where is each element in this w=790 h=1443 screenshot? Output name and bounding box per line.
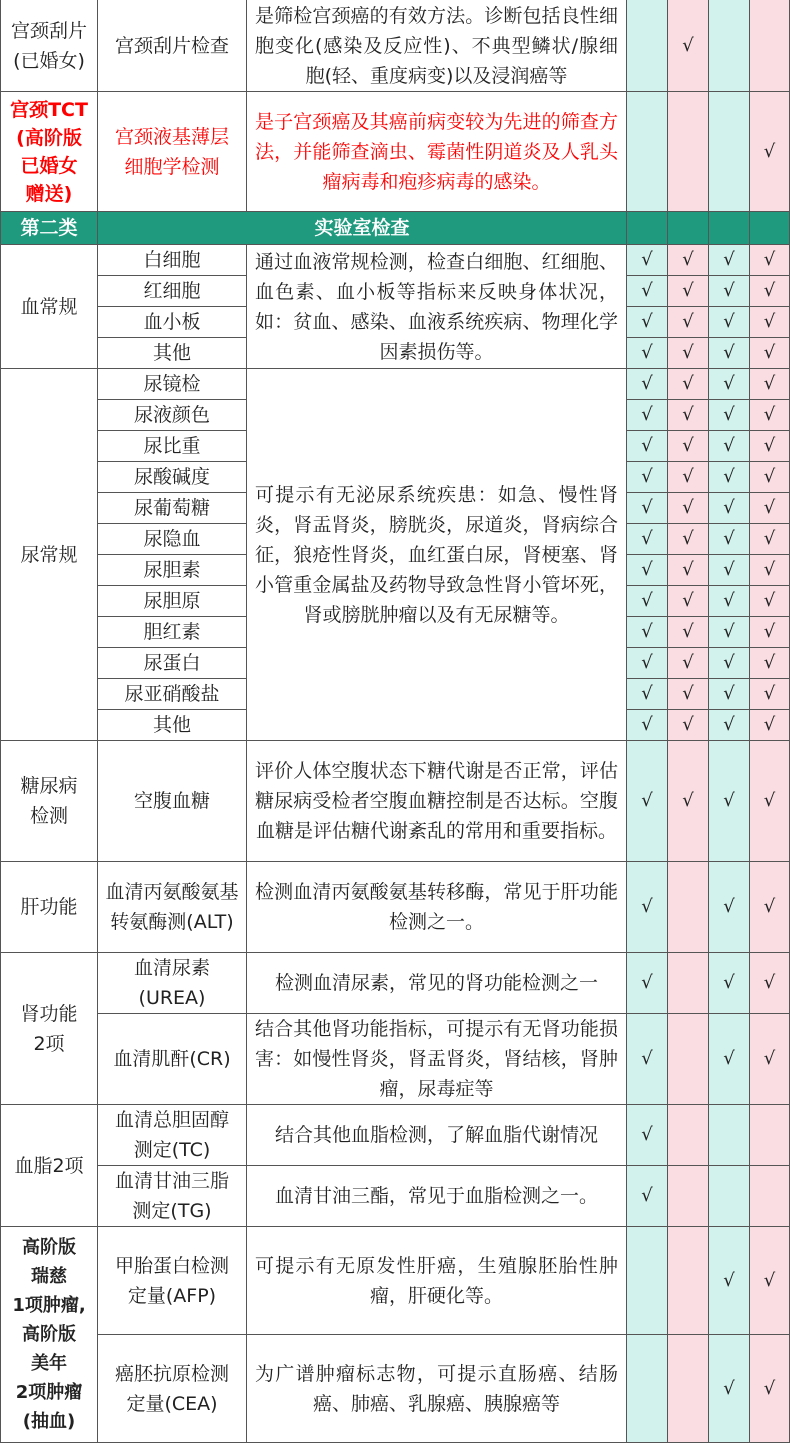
check-cell: √ [627,953,668,1014]
group-label: 肝功能 [1,862,98,953]
item-label: 血清总胆固醇 测定(TC) [98,1105,247,1166]
check-cell: √ [627,586,668,617]
check-cell: √ [750,710,790,741]
category-spacer [668,212,709,245]
check-cell: √ [709,741,750,862]
check-cell: √ [627,524,668,555]
check-cell: √ [709,648,750,679]
check-cell: √ [668,586,709,617]
check-cell [668,953,709,1014]
row-urine-routine [1,369,790,400]
check-cell: √ [709,679,750,710]
check-cell: √ [750,369,790,400]
check-cell [627,92,668,212]
category-header [1,212,790,245]
check-cell: √ [627,400,668,431]
group-label: 血脂2项 [1,1105,98,1227]
check-cell: √ [668,0,709,92]
check-cell: √ [750,586,790,617]
check-cell: √ [709,862,750,953]
item-label: 血小板 [98,307,247,338]
check-cell: √ [750,679,790,710]
check-cell: √ [709,276,750,307]
item-description: 通过血液常规检测，检查白细胞、红细胞、血色素、血小板等指标来反映身体状况，如：贫血、感染、血液系统疾病、物理化学因素损伤等。 [247,245,627,369]
row-pap-smear [1,0,790,92]
check-cell: √ [709,1227,750,1335]
check-cell: √ [750,92,790,212]
check-cell [627,1227,668,1335]
item-label: 宫颈刮片检查 [98,0,247,92]
check-cell [709,92,750,212]
item-label: 甲胎蛋白检测 定量(AFP) [98,1227,247,1335]
item-label: 尿亚硝酸盐 [98,679,247,710]
row-diabetes [1,741,790,862]
check-cell: √ [709,431,750,462]
row-blood-routine [1,245,790,276]
item-label: 癌胚抗原检测 定量(CEA) [98,1335,247,1443]
group-label: 糖尿病 检测 [1,741,98,862]
check-cell: √ [627,431,668,462]
check-cell: √ [750,462,790,493]
item-description: 为广谱肿瘤标志物，可提示直肠癌、结肠癌、肺癌、乳腺癌、胰腺癌等 [247,1335,627,1443]
check-cell: √ [750,1227,790,1335]
item-label: 尿胆素 [98,555,247,586]
item-description: 是筛检宫颈癌的有效方法。诊断包括良性细胞变化(感染及反应性)、不典型鳞状/腺细胞(轻、重度病变)以及浸润癌等 [247,0,627,92]
check-cell: √ [709,1014,750,1105]
category-spacer [627,212,668,245]
item-description: 评价人体空腹状态下糖代谢是否正常，评估糖尿病受检者空腹血糖控制是否达标。空腹血糖是评估糖代谢紊乱的常用和重要指标。 [247,741,627,862]
group-label: 尿常规 [1,369,98,741]
check-cell: √ [709,710,750,741]
category-label: 第二类 [1,212,98,245]
check-cell: √ [668,679,709,710]
item-description: 结合其他血脂检测，了解血脂代谢情况 [247,1105,627,1166]
item-label: 血清丙氨酸氨基转氨酶测(ALT) [98,862,247,953]
check-cell: √ [668,648,709,679]
row-liver-function [1,862,790,953]
check-cell [627,0,668,92]
check-cell: √ [750,400,790,431]
item-label: 白细胞 [98,245,247,276]
check-cell: √ [668,245,709,276]
check-cell: √ [627,1166,668,1227]
check-cell: √ [750,524,790,555]
check-cell: √ [627,462,668,493]
check-cell: √ [668,462,709,493]
item-description: 血清甘油三酯，常见于血脂检测之一。 [247,1166,627,1227]
item-label: 尿蛋白 [98,648,247,679]
check-cell: √ [668,493,709,524]
row-blood-lipid [1,1105,790,1166]
check-cell: √ [627,741,668,862]
item-label: 尿比重 [98,431,247,462]
item-label: 血清尿素 (UREA) [98,953,247,1014]
category-title: 实验室检查 [98,212,627,245]
check-cell: √ [750,431,790,462]
check-cell [668,1227,709,1335]
item-label: 血清甘油三脂 测定(TG) [98,1166,247,1227]
check-cell [709,1105,750,1166]
item-label: 尿葡萄糖 [98,493,247,524]
item-description: 可提示有无原发性肝癌，生殖腺胚胎性肿瘤，肝硬化等。 [247,1227,627,1335]
row-tct [1,92,790,212]
check-cell [627,1335,668,1443]
check-cell: √ [627,862,668,953]
check-cell: √ [668,400,709,431]
check-cell: √ [668,431,709,462]
check-cell: √ [709,617,750,648]
check-cell: √ [668,307,709,338]
check-cell: √ [709,307,750,338]
item-label: 红细胞 [98,276,247,307]
item-label: 尿隐血 [98,524,247,555]
check-cell [668,1335,709,1443]
item-description: 可提示有无泌尿系统疾患：如急、慢性肾炎，肾盂肾炎，膀胱炎，尿道炎，肾病综合征，狼疮性肾炎，血红蛋白尿，肾梗塞、肾小管重金属盐及药物导致急性肾小管坏死，肾或膀胱肿瘤以及有无尿糖等。 [247,369,627,741]
check-cell: √ [627,245,668,276]
item-description: 检测血清丙氨酸氨基转移酶，常见于肝功能检测之一。 [247,862,627,953]
group-label: 高阶版 瑞慈 1项肿瘤, 高阶版 美年 2项肿瘤 (抽血) [1,1227,98,1443]
group-label: 血常规 [1,245,98,369]
item-description: 检测血清尿素，常见的肾功能检测之一 [247,953,627,1014]
check-cell: √ [709,338,750,369]
check-cell: √ [750,493,790,524]
check-cell: √ [709,586,750,617]
item-label: 尿液颜色 [98,400,247,431]
check-cell: √ [750,276,790,307]
check-cell: √ [627,679,668,710]
check-cell: √ [627,617,668,648]
item-label: 尿胆原 [98,586,247,617]
group-label: 宫颈刮片 (已婚女) [1,0,98,92]
check-cell: √ [750,953,790,1014]
check-cell: √ [627,1105,668,1166]
check-cell: √ [709,555,750,586]
row-blood-lipid [1,1166,790,1227]
check-cell: √ [627,710,668,741]
row-kidney-function [1,953,790,1014]
row-kidney-function [1,1014,790,1105]
check-cell: √ [750,1014,790,1105]
item-label: 其他 [98,710,247,741]
item-label: 血清肌酐(CR) [98,1014,247,1105]
check-cell [668,1014,709,1105]
check-cell: √ [750,555,790,586]
check-cell: √ [709,400,750,431]
check-cell [750,1105,790,1166]
check-cell: √ [627,555,668,586]
check-cell: √ [709,493,750,524]
check-cell: √ [750,648,790,679]
item-description: 是子宫颈癌及其癌前病变较为先进的筛查方法，并能筛查滴虫、霉菌性阴道炎及人乳头瘤病毒和疱疹病毒的感染。 [247,92,627,212]
item-label: 胆红素 [98,617,247,648]
check-cell: √ [709,369,750,400]
group-label: 肾功能 2项 [1,953,98,1105]
check-cell: √ [668,369,709,400]
check-cell: √ [709,245,750,276]
check-cell: √ [627,1014,668,1105]
check-cell [709,0,750,92]
check-cell: √ [668,710,709,741]
check-cell: √ [627,276,668,307]
check-cell [668,862,709,953]
check-cell: √ [627,338,668,369]
group-label: 宫颈TCT (高阶版 已婚女 赠送) [1,92,98,212]
item-label: 宫颈液基薄层 细胞学检测 [98,92,247,212]
check-cell: √ [668,555,709,586]
check-cell: √ [668,276,709,307]
check-cell: √ [709,462,750,493]
item-label: 其他 [98,338,247,369]
check-cell [709,1166,750,1227]
check-cell [668,1166,709,1227]
check-cell: √ [709,1335,750,1443]
category-spacer [750,212,790,245]
check-cell [750,1166,790,1227]
item-label: 尿酸碱度 [98,462,247,493]
check-cell: √ [750,245,790,276]
check-cell [668,1105,709,1166]
check-cell [668,92,709,212]
check-cell: √ [627,307,668,338]
check-cell: √ [668,617,709,648]
check-cell: √ [627,493,668,524]
row-tumor-marker [1,1227,790,1335]
check-cell: √ [668,741,709,862]
check-cell: √ [750,307,790,338]
row-tumor-marker [1,1335,790,1443]
check-cell [750,0,790,92]
check-cell: √ [750,1335,790,1443]
check-cell: √ [750,741,790,862]
check-cell: √ [627,648,668,679]
check-cell: √ [750,617,790,648]
check-cell: √ [709,524,750,555]
check-cell: √ [750,338,790,369]
item-description: 结合其他肾功能指标，可提示有无肾功能损害：如慢性肾炎，肾盂肾炎，肾结核，肾肿瘤，尿毒症等 [247,1014,627,1105]
check-cell: √ [627,369,668,400]
check-cell: √ [668,338,709,369]
category-spacer [709,212,750,245]
item-label: 尿镜检 [98,369,247,400]
check-cell: √ [750,862,790,953]
check-cell: √ [668,524,709,555]
item-label: 空腹血糖 [98,741,247,862]
check-cell: √ [709,953,750,1014]
